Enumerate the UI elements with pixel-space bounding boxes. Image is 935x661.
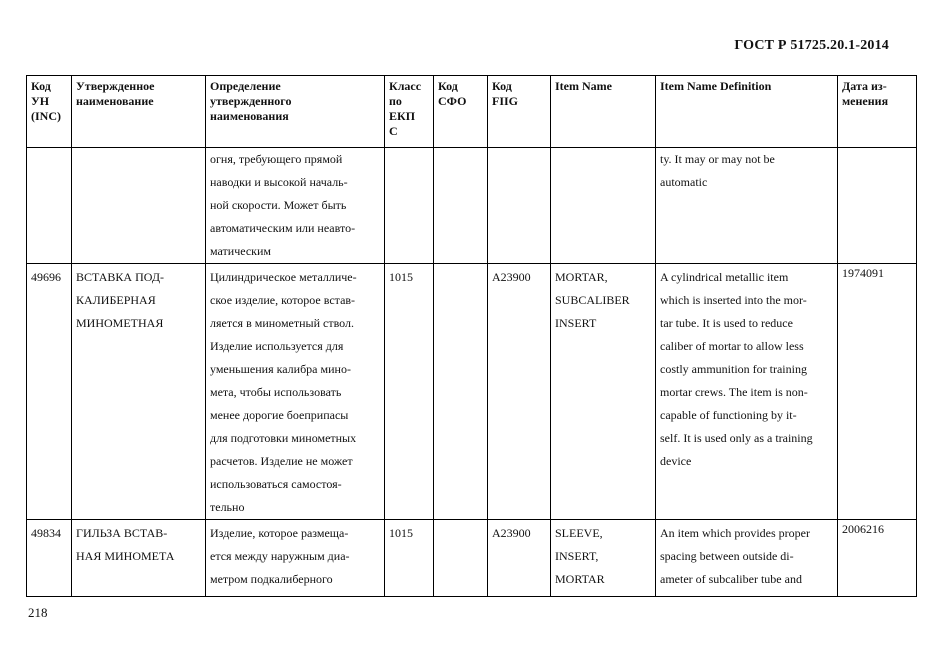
column-header-date: Дата из- менения (838, 76, 917, 148)
cell-class: 1015 (385, 520, 434, 597)
table-row (27, 520, 917, 597)
cell-fiig: A23900 (488, 264, 551, 520)
cell-item-definition: A cylindrical metallic item which is inserted into the mor- tar tube. It is used to reduce caliber of mortar to allow less costly ammunition for training mortar crews. The item is non- capable of functioning by it- self. It is used only as a training device (656, 264, 838, 520)
cell-item-name: MORTAR, SUBCALIBER INSERT (551, 264, 656, 520)
cell-fiig (488, 148, 551, 264)
table-row (27, 264, 917, 520)
document-code: ГОСТ Р 51725.20.1-2014 (734, 38, 889, 53)
column-header-item-name: Item Name (551, 76, 656, 148)
cell-item-definition: An item which provides proper spacing between outside di- ameter of subcaliber tube and (656, 520, 838, 597)
cell-approved-name: ВСТАВКА ПОД- КАЛИБЕРНАЯ МИНОМЕТНАЯ (72, 264, 206, 520)
cell-inc: 49696 (27, 264, 72, 520)
cell-approved-name (72, 148, 206, 264)
page-number: 218 (28, 605, 48, 620)
cell-date (838, 148, 917, 264)
cell-sfo (434, 520, 488, 597)
cell-definition: Изделие, которое размеща- ется между наружным диа- метром подкалиберного (206, 520, 385, 597)
column-header-fiig: Код FIIG (488, 76, 551, 148)
cell-class: 1015 (385, 264, 434, 520)
cell-inc (27, 148, 72, 264)
table-row (27, 148, 917, 264)
cell-date: 2006216 (838, 520, 917, 597)
cell-fiig: A23900 (488, 520, 551, 597)
cell-approved-name: ГИЛЬЗА ВСТАВ- НАЯ МИНОМЕТА (72, 520, 206, 597)
cell-sfo (434, 264, 488, 520)
column-header-definition: Определение утвержденного наименования (206, 76, 385, 148)
column-header-item-definition: Item Name Definition (656, 76, 838, 148)
cell-date: 1974091 (838, 264, 917, 520)
cell-inc: 49834 (27, 520, 72, 597)
cell-definition: огня, требующего прямой наводки и высокой началь- ной скорости. Может быть автоматическим или неавто- матическим (206, 148, 385, 264)
cell-class (385, 148, 434, 264)
cell-item-name: SLEEVE, INSERT, MORTAR (551, 520, 656, 597)
table-header-row (27, 76, 917, 148)
cell-definition: Цилиндрическое металличе- ское изделие, которое встав- ляется в минометный ствол. Изделие используется для уменьшения калибра мино- мета, чтобы использовать менее дорогие боеприпасы для подготовки минометных расчетов. Изделие не может использоваться самостоя- тельно (206, 264, 385, 520)
nomenclature-table (26, 75, 917, 597)
cell-sfo (434, 148, 488, 264)
column-header-inc: Код УН (INC) (27, 76, 72, 148)
column-header-approved-name: Утвержденное наименование (72, 76, 206, 148)
column-header-sfo: Код СФО (434, 76, 488, 148)
cell-item-definition: ty. It may or may not be automatic (656, 148, 838, 264)
cell-item-name (551, 148, 656, 264)
column-header-class: Класс по ЕКП С (385, 76, 434, 148)
